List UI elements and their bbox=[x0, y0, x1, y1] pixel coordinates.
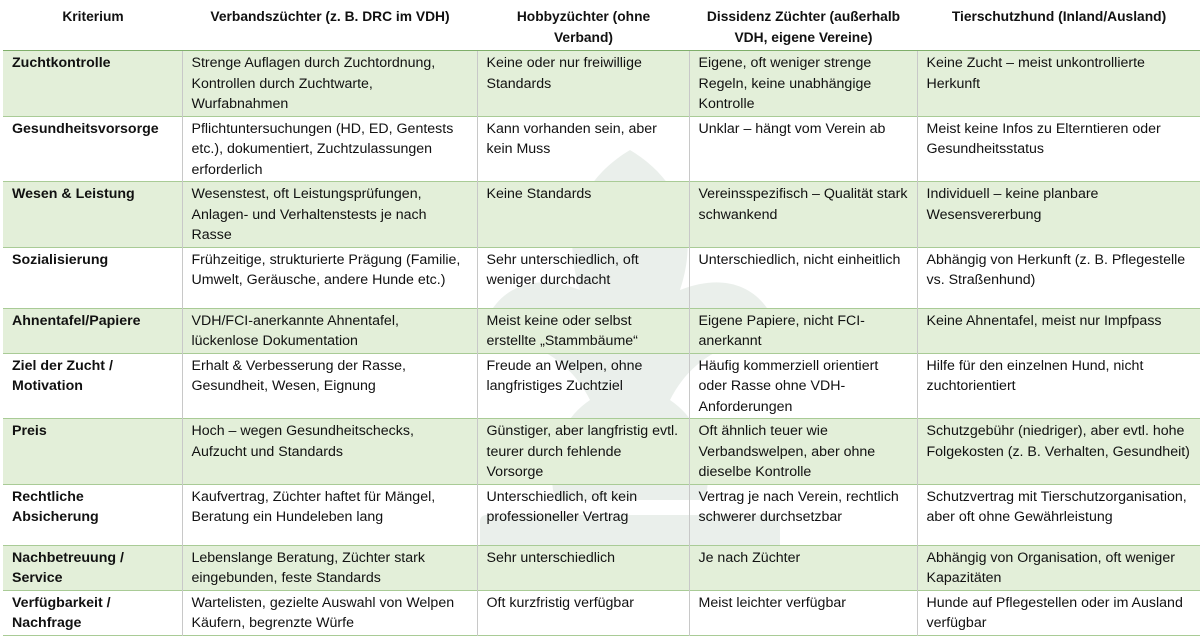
row-criterion: Preis bbox=[3, 419, 182, 485]
column-header-rescue-dog: Tierschutzhund (Inland/Ausland) bbox=[917, 3, 1200, 51]
table-cell: Vertrag je nach Verein, rechtlich schwerer durchsetzbar bbox=[689, 484, 917, 545]
table-cell: Individuell – keine planbare Wesensvererbung bbox=[917, 182, 1200, 248]
table-cell: Oft kurzfristig verfügbar bbox=[477, 590, 689, 635]
table-cell: Häufig kommerziell orientiert oder Rasse ohne VDH-Anforderungen bbox=[689, 353, 917, 419]
table-cell: Vereinsspezifisch – Qualität stark schwankend bbox=[689, 182, 917, 248]
table-cell: Hoch – wegen Gesundheitschecks, Aufzucht und Standards bbox=[182, 419, 477, 485]
table-cell: Hunde auf Pflegestellen oder im Ausland verfügbar bbox=[926, 594, 1183, 631]
table-header-row bbox=[3, 3, 1200, 51]
row-criterion: Sozialisierung bbox=[3, 247, 182, 308]
row-criterion: Nachbetreuung / Service bbox=[3, 545, 182, 590]
table-cell: Frühzeitige, strukturierte Prägung (Familie, Umwelt, Geräusche, andere Hunde etc.) bbox=[182, 247, 477, 308]
table-cell: Sehr unterschiedlich, oft weniger durchdacht bbox=[477, 247, 689, 308]
table-cell: Unterschiedlich, nicht einheitlich bbox=[689, 247, 917, 308]
row-criterion: Zuchtkontrolle bbox=[3, 51, 182, 117]
table-cell: Je nach Züchter bbox=[689, 545, 917, 590]
column-header-association-breeder: Verbandszüchter (z. B. DRC im VDH) bbox=[182, 3, 477, 51]
table-cell: Freude an Welpen, ohne langfristiges Zuchtziel bbox=[477, 353, 689, 419]
column-header-dissident-breeder: Dissidenz Züchter (außerhalb VDH, eigene Vereine) bbox=[689, 3, 917, 51]
table-row bbox=[3, 51, 1200, 117]
row-criterion: Ziel der Zucht / Motivation bbox=[3, 353, 182, 419]
table-cell: Wartelisten, gezielte Auswahl von Welpen Käufern, begrenzte Würfe bbox=[182, 590, 477, 635]
table-cell: Schutzvertrag mit Tierschutzorganisation, aber oft ohne Gewährleistung bbox=[926, 488, 1187, 525]
table-cell: Meist keine Infos zu Elterntieren oder Gesundheitsstatus bbox=[926, 120, 1161, 157]
table-cell: Abhängig von Organisation, oft weniger Kapazitäten bbox=[917, 545, 1200, 590]
table-row bbox=[3, 116, 1200, 182]
row-criterion: Verfügbarkeit / Nachfrage bbox=[3, 590, 182, 635]
table-row bbox=[3, 308, 1200, 353]
table-cell: Keine Zucht – meist unkontrollierte Herkunft bbox=[917, 51, 1200, 117]
table-cell: Günstiger, aber langfristig evtl. teurer durch fehlende Vorsorge bbox=[477, 419, 689, 485]
table-cell: Strenge Auflagen durch Zuchtordnung, Kontrollen durch Zuchtwarte, Wurfabnahmen bbox=[182, 51, 477, 117]
table-row bbox=[3, 182, 1200, 248]
table-cell: Meist keine oder selbst erstellte „Stammbäume“ bbox=[477, 308, 689, 353]
table-cell: Abhängig von Herkunft (z. B. Pflegestelle vs. Straßenhund) bbox=[926, 251, 1186, 288]
table-row bbox=[3, 353, 1200, 419]
table-cell: Keine Standards bbox=[477, 182, 689, 248]
row-criterion: Ahnentafel/Papiere bbox=[3, 308, 182, 353]
table-cell: Kann vorhanden sein, aber kein Muss bbox=[477, 116, 689, 182]
table-cell: Wesenstest, oft Leistungsprüfungen, Anlagen- und Verhaltenstests je nach Rasse bbox=[182, 182, 477, 248]
table-row bbox=[3, 590, 1200, 635]
row-criterion: Rechtliche Absicherung bbox=[3, 484, 182, 545]
row-criterion: Gesundheitsvorsorge bbox=[3, 116, 182, 182]
row-criterion: Wesen & Leistung bbox=[3, 182, 182, 248]
table-cell: Eigene, oft weniger strenge Regeln, keine unabhängige Kontrolle bbox=[689, 51, 917, 117]
column-header-hobby-breeder: Hobbyzüchter (ohne Verband) bbox=[477, 3, 689, 51]
table-cell: Lebenslange Beratung, Züchter stark eingebunden, feste Standards bbox=[182, 545, 477, 590]
table-cell: Oft ähnlich teuer wie Verbandswelpen, aber ohne dieselbe Kontrolle bbox=[689, 419, 917, 485]
table-cell: Keine Ahnentafel, meist nur Impfpass bbox=[917, 308, 1200, 353]
table-row bbox=[3, 419, 1200, 485]
table-cell: Meist leichter verfügbar bbox=[689, 590, 917, 635]
table-cell: Keine oder nur freiwillige Standards bbox=[477, 51, 689, 117]
table-cell: Eigene Papiere, nicht FCI-anerkannt bbox=[689, 308, 917, 353]
table-cell: Erhalt & Verbesserung der Rasse, Gesundheit, Wesen, Eignung bbox=[182, 353, 477, 419]
table-row bbox=[3, 545, 1200, 590]
table-cell: Schutzgebühr (niedriger), aber evtl. hohe Folgekosten (z. B. Verhalten, Gesundheit) bbox=[917, 419, 1200, 485]
table-cell: Kaufvertrag, Züchter haftet für Mängel, Beratung ein Hundeleben lang bbox=[182, 484, 477, 545]
table-cell: Unterschiedlich, oft kein professioneller Vertrag bbox=[477, 484, 689, 545]
comparison-table bbox=[3, 3, 1200, 636]
table-cell: VDH/FCI-anerkannte Ahnentafel, lückenlose Dokumentation bbox=[182, 308, 477, 353]
table-cell: Unklar – hängt vom Verein ab bbox=[689, 116, 917, 182]
table-cell: Sehr unterschiedlich bbox=[477, 545, 689, 590]
table-cell: Pflichtuntersuchungen (HD, ED, Gentests etc.), dokumentiert, Zuchtzulassungen erforderlich bbox=[182, 116, 477, 182]
table-cell: Hilfe für den einzelnen Hund, nicht zuchtorientiert bbox=[926, 357, 1144, 394]
table-row bbox=[3, 484, 1200, 545]
column-header-criterion: Kriterium bbox=[3, 3, 182, 51]
table-row bbox=[3, 247, 1200, 308]
